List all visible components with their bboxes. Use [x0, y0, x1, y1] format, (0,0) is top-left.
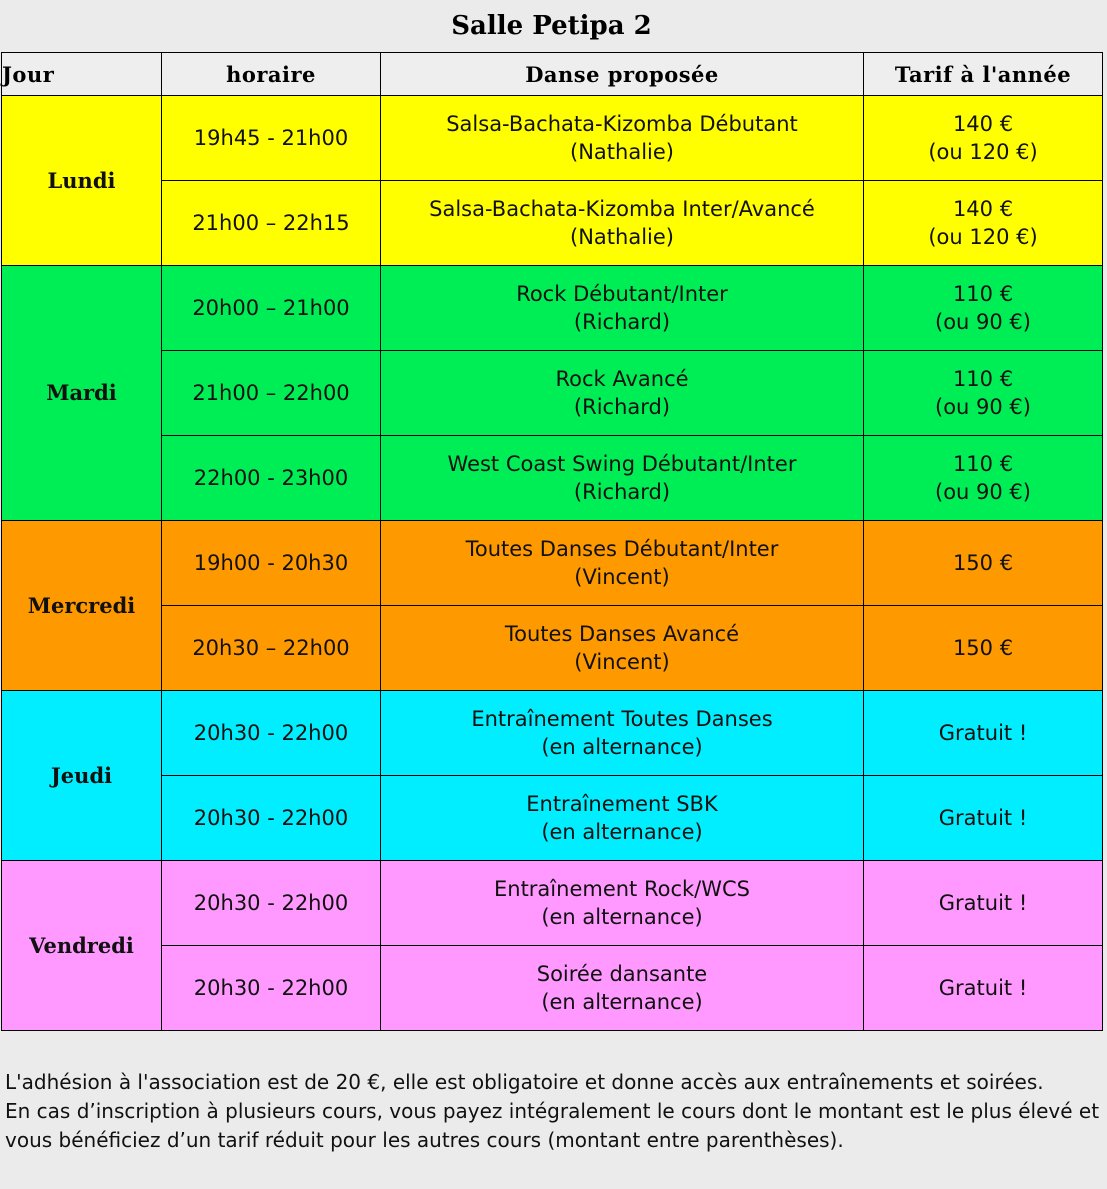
table-row	[2, 96, 1103, 181]
danse-cell	[381, 351, 864, 436]
tarif-cell	[864, 96, 1103, 181]
tarif-label: 110 €	[952, 452, 1014, 476]
horaire-cell: 22h00 - 23h00	[162, 436, 381, 521]
table-row	[2, 521, 1103, 606]
prof-label: (en alternance)	[541, 990, 703, 1014]
tarif-cell: Gratuit !	[864, 776, 1103, 861]
tarif-reduit-label: (ou 90 €)	[935, 395, 1031, 419]
tarif-cell: 150 €	[864, 521, 1103, 606]
table-row	[2, 861, 1103, 946]
danse-cell	[381, 776, 864, 861]
prof-label: (Vincent)	[574, 565, 670, 589]
header-jour: Jour	[2, 53, 162, 96]
danse-cell	[381, 266, 864, 351]
table-row	[2, 776, 1103, 861]
header-horaire: horaire	[162, 53, 381, 96]
danse-label: Soirée dansante	[536, 962, 708, 986]
tarif-cell: Gratuit !	[864, 861, 1103, 946]
schedule-body	[2, 96, 1103, 1031]
header-row	[2, 53, 1103, 96]
schedule-table	[1, 52, 1103, 1031]
tarif-label: 140 €	[952, 197, 1014, 221]
table-row	[2, 351, 1103, 436]
prof-label: (Richard)	[573, 395, 671, 419]
horaire-cell: 20h30 - 22h00	[162, 946, 381, 1031]
horaire-cell: 20h30 - 22h00	[162, 776, 381, 861]
table-row	[2, 181, 1103, 266]
tarif-cell	[864, 351, 1103, 436]
danse-cell	[381, 521, 864, 606]
tarif-label: 110 €	[952, 367, 1014, 391]
danse-cell	[381, 181, 864, 266]
horaire-cell: 20h30 – 22h00	[162, 606, 381, 691]
tarif-reduit-label: (ou 90 €)	[935, 310, 1031, 334]
day-mardi: Mardi	[2, 266, 162, 521]
tarif-cell	[864, 181, 1103, 266]
prof-label: (en alternance)	[541, 735, 703, 759]
tarif-reduit-label: (ou 120 €)	[928, 140, 1038, 164]
horaire-cell: 19h45 - 21h00	[162, 96, 381, 181]
day-jeudi: Jeudi	[2, 691, 162, 861]
table-row	[2, 436, 1103, 521]
note-adhesion: L'adhésion à l'association est de 20 €, elle est obligatoire et donne accès aux entraînements et soirées.	[5, 1070, 1044, 1094]
horaire-cell: 20h30 - 22h00	[162, 691, 381, 776]
danse-label: Entraînement SBK	[526, 792, 718, 816]
danse-cell	[381, 96, 864, 181]
tarif-reduit-label: (ou 120 €)	[928, 225, 1038, 249]
day-mercredi: Mercredi	[2, 521, 162, 691]
danse-label: Salsa-Bachata-Kizomba Inter/Avancé	[429, 197, 815, 221]
prof-label: (Richard)	[573, 480, 671, 504]
prof-label: (en alternance)	[541, 905, 703, 929]
notes	[5, 1068, 1100, 1155]
table-row	[2, 946, 1103, 1031]
header-tarif: Tarif à l'année	[864, 53, 1103, 96]
note-tarif-reduit: En cas d’inscription à plusieurs cours, vous payez intégralement le cours dont le montant est le plus élevé et vous bénéficiez d’un tarif réduit pour les autres cours (montant entre parenthèses).	[5, 1099, 1100, 1152]
danse-cell	[381, 691, 864, 776]
prof-label: (Nathalie)	[570, 140, 674, 164]
prof-label: (Vincent)	[574, 650, 670, 674]
day-vendredi: Vendredi	[2, 861, 162, 1031]
danse-label: Rock Avancé	[555, 367, 689, 391]
tarif-label: 140 €	[952, 112, 1014, 136]
danse-label: Rock Débutant/Inter	[516, 282, 728, 306]
tarif-cell: 150 €	[864, 606, 1103, 691]
table-row	[2, 266, 1103, 351]
danse-cell	[381, 606, 864, 691]
danse-label: West Coast Swing Débutant/Inter	[447, 452, 797, 476]
tarif-label: 110 €	[952, 282, 1014, 306]
danse-cell	[381, 436, 864, 521]
danse-cell	[381, 946, 864, 1031]
horaire-cell: 20h00 – 21h00	[162, 266, 381, 351]
horaire-cell: 20h30 - 22h00	[162, 861, 381, 946]
tarif-cell: Gratuit !	[864, 946, 1103, 1031]
prof-label: (Nathalie)	[570, 225, 674, 249]
tarif-cell	[864, 436, 1103, 521]
danse-label: Entraînement Rock/WCS	[493, 877, 750, 901]
horaire-cell: 21h00 – 22h15	[162, 181, 381, 266]
prof-label: (Richard)	[573, 310, 671, 334]
danse-label: Entraînement Toutes Danses	[471, 707, 773, 731]
day-lundi: Lundi	[2, 96, 162, 266]
horaire-cell: 19h00 - 20h30	[162, 521, 381, 606]
danse-label: Toutes Danses Débutant/Inter	[465, 537, 779, 561]
danse-label: Salsa-Bachata-Kizomba Débutant	[446, 112, 798, 136]
table-row	[2, 606, 1103, 691]
page-title: Salle Petipa 2	[451, 11, 652, 41]
prof-label: (en alternance)	[541, 820, 703, 844]
header-danse: Danse proposée	[381, 53, 864, 96]
tarif-cell: Gratuit !	[864, 691, 1103, 776]
tarif-reduit-label: (ou 90 €)	[935, 480, 1031, 504]
danse-label: Toutes Danses Avancé	[504, 622, 740, 646]
table-row	[2, 691, 1103, 776]
horaire-cell: 21h00 – 22h00	[162, 351, 381, 436]
danse-cell	[381, 861, 864, 946]
tarif-cell	[864, 266, 1103, 351]
